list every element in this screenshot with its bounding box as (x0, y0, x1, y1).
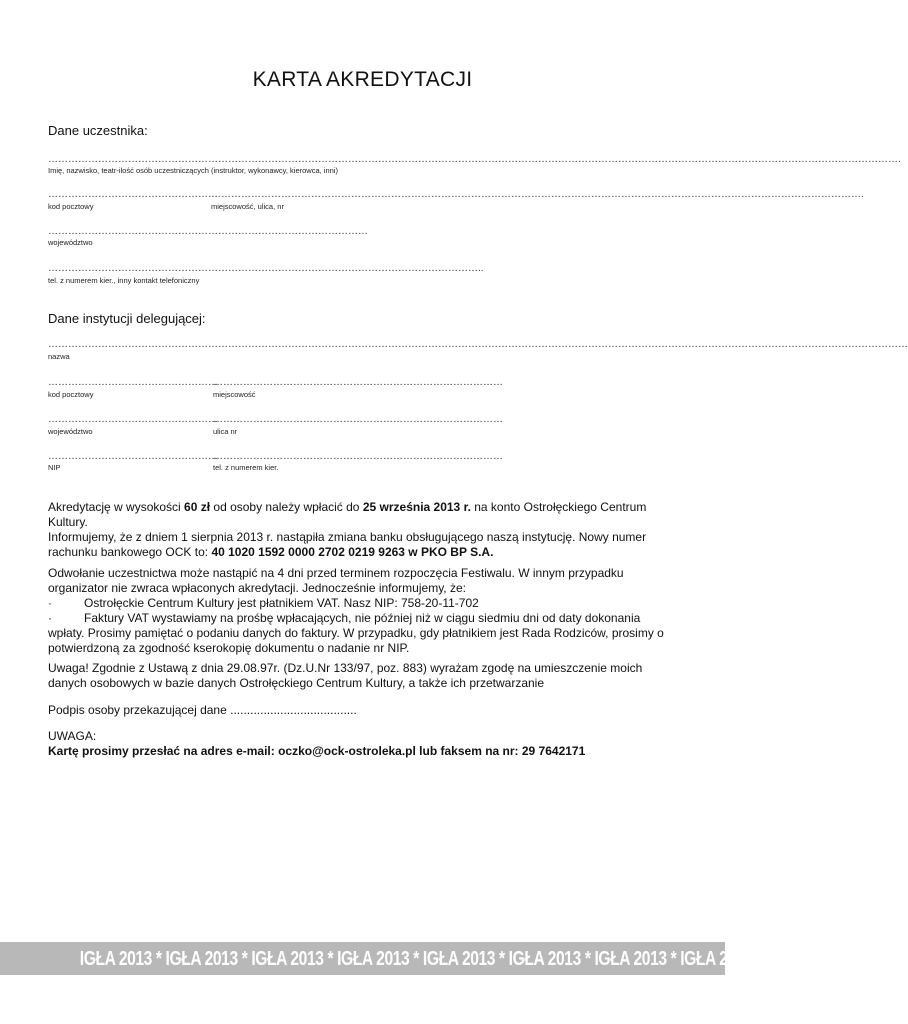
participant-phone-field[interactable]: ………………………………………………………………………………………………………………….. (48, 263, 484, 274)
list-item (48, 596, 668, 611)
institution-nip-label: NIP (48, 463, 61, 472)
consent-text: Uwaga! Zgodnie z Ustawą z dnia 29.08.97r. (Dz.U.Nr 133/97, poz. 883) wyrażam zgodę na umieszczenie moich danych osobowych w bazie danych Ostrołęckiego Centrum Kultury, a także ich przetwarzanie (48, 661, 643, 690)
invoice-text: Faktury VAT wystawiamy na prośbę wpłacających, nie później niż w ciągu siedmiu dni od daty dokonania wpłaty. Prosimy pamiętać o podaniu danych do faktury. W przypadku, gdy płatnikiem jest Rada Rodziców, prosimy o potwierdzoną za zgodność kserokopię dokumentu o nadanie nr NIP. (48, 611, 664, 655)
list-item (48, 611, 668, 656)
institution-heading: Dane instytucji delegującej: (48, 311, 206, 326)
bank-change-paragraph (48, 530, 668, 560)
vat-payer-text: Ostrołęckie Centrum Kultury jest płatnikiem VAT. Nasz NIP: 758-20-11-702 (84, 596, 479, 610)
note-heading: UWAGA: (48, 729, 97, 743)
bank-change-text: Informujemy, że z dniem 1 sierpnia 2013 r. nastąpiła zmiana banku obsługującego naszą instytucję. Nowy numer rachunku bankowego OCK to: (48, 530, 647, 559)
institution-street-field[interactable]: …………………………………………………………………………… (213, 414, 503, 425)
institution-postal-label: kod pocztowy (48, 390, 94, 399)
institution-phone-label: tel. z numerem kier. (213, 463, 279, 472)
institution-phone-field[interactable]: …………………………………………………………………………… (213, 451, 503, 462)
signature-line[interactable]: Podpis osoby przekazującej dane ...................................... (48, 703, 357, 717)
participant-city-label: miejscowość, ulica, nr (211, 202, 284, 211)
institution-region-label: województwo (48, 427, 93, 436)
page-title: KARTA AKREDYTACJI (252, 68, 473, 91)
participant-heading: Dane uczestnika: (48, 123, 148, 138)
payment-text: Akredytację w wysokości (48, 500, 185, 514)
payment-paragraph (48, 500, 668, 530)
payment-text: od osoby należy wpłacić do (210, 500, 363, 514)
bullet-dot: · (48, 611, 52, 625)
payment-info (48, 500, 668, 560)
note-block (48, 729, 668, 759)
participant-phone-label: tel. z numerem kier., inny kontakt telefoniczny (48, 276, 200, 285)
institution-nip-field[interactable]: …………………………………………… (48, 451, 218, 462)
institution-name-label: nazwa (48, 352, 70, 361)
institution-region-field[interactable]: …………………………………………… (48, 414, 218, 425)
footer-banner-text: IGŁA 2013 * IGŁA 2013 * IGŁA 2013 * IGŁA 2013 * IGŁA 2013 * IGŁA 2013 * IGŁA 2013 * IGŁA 2013 (79, 948, 753, 970)
payment-amount: 60 zł (184, 500, 211, 514)
institution-city-label: miejscowość (213, 390, 256, 399)
payment-deadline: 25 września 2013 r. (362, 500, 471, 514)
participant-name-label: Imię, nazwisko, teatr-ilość osób uczestniczących (instruktor, wykonawcy, kierowca, inni) (48, 166, 338, 175)
participant-city-field[interactable]: ……………………………………………………………………………………………………………………………………………………………………………. (211, 189, 864, 200)
bullet-dot: · (48, 596, 52, 610)
cancellation-text: Odwołanie uczestnictwa może nastąpić na 4 dni przed terminem rozpoczęcia Festiwalu. W innym przypadku organizator nie zwraca wpłaconych akredytacji. Jednocześnie informujemy, że: (48, 566, 624, 595)
bank-account-number: 40 1020 1592 0000 2702 0219 9263 w PKO BP S.A. (211, 545, 494, 559)
participant-region-label: województwo (48, 238, 93, 247)
cancellation-info (48, 566, 668, 656)
payment-text: na konto Ostrołęckiego Centrum Kultury. (48, 500, 647, 529)
participant-region-field[interactable]: …………………………………………………………………………………… (48, 226, 368, 237)
participant-name-field[interactable]: …………………………………………………………………………………………………………………………………………………………………………………………………………………………………. (48, 154, 901, 165)
institution-street-label: ulica nr (213, 427, 238, 436)
participant-postal-field[interactable]: …………………………………………… (48, 189, 218, 200)
institution-city-field[interactable]: …………………………………………………………………………… (213, 377, 503, 388)
note-text: Kartę prosimy przesłać na adres e-mail: oczko@ock-ostroleka.pl lub faksem na nr: 29 7642171 (48, 744, 586, 758)
institution-name-field[interactable]: …………………………………………………………………………………………………………………………………………………………………………………………………………………………………… (48, 339, 908, 350)
institution-postal-field[interactable]: …………………………………………… (48, 377, 218, 388)
participant-postal-label: kod pocztowy (48, 202, 94, 211)
